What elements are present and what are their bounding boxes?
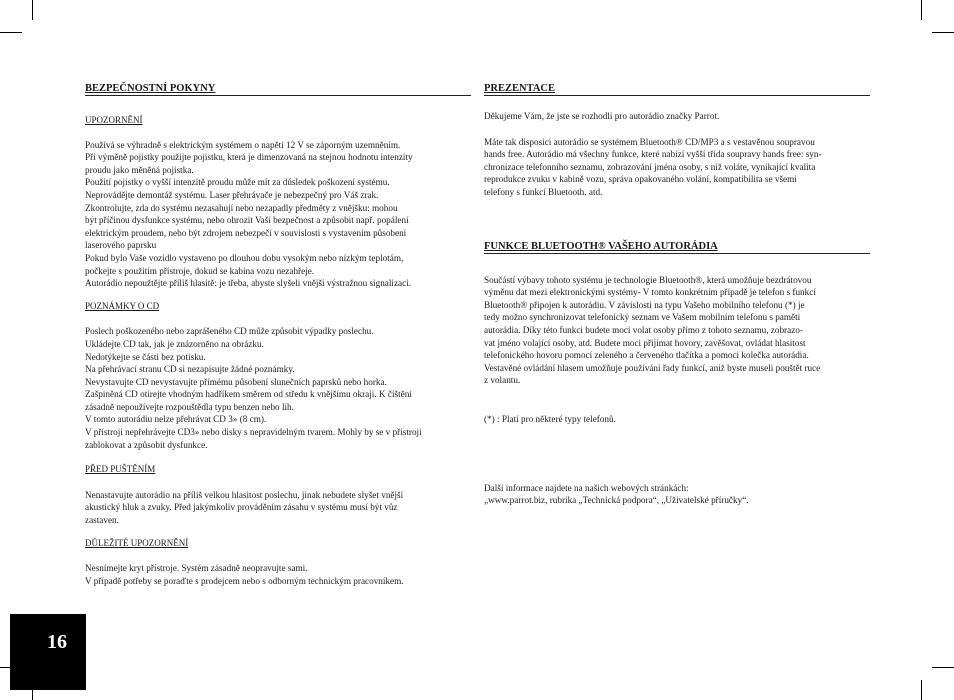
text-line: V tomto autorádiu nelze přehrávat CD 3» (8 cm).	[85, 414, 267, 425]
text-line: autorádia. Díky této funkci budete moci volat osoby přímo z tohoto seznamu, zobrazo-	[484, 324, 803, 335]
text-line: Nesnímejte kryt přístroje. Systém zásadně neopravujte sami.	[85, 563, 308, 574]
text-line: hands free. Autorádio má všechny funkce, které nabízí vyšší třída soupravy hands free: syn-	[484, 149, 822, 160]
page-number-tab	[10, 614, 86, 690]
text-line: V přístroji nepřehrávejte CD3» nebo disky s nepravidelným tvarem. Mohly by se v přístroji	[85, 427, 422, 438]
text-line: zastaven.	[85, 515, 119, 526]
text-line: Používá se výhradně s elektrickým systémem o napětí 12 V se záporným uzemněním.	[85, 139, 401, 150]
text-line: laserového paprsku	[85, 240, 157, 251]
text-line: Pokud bylo Vaše vozidlo vystaveno po dlouhou dobu vysokým nebo nízkým teplotám,	[85, 252, 404, 263]
text-line: Zašpiněná CD otírejte vhodným hadříkem směrem od středu k vnějšímu okraji. K čištění	[85, 389, 412, 400]
crop-mark	[921, 0, 922, 20]
text-line: elektrickým proudem, nebo být zdrojem nebezpečí v souvislosti s vystavením působení	[85, 227, 407, 238]
crop-mark	[0, 32, 22, 33]
text-line: V případě potřeby se poraďte s prodejcem nebo s odborným technickým pracovníkem.	[85, 575, 404, 586]
subheading-warning: UPOZORNĚNÍ	[85, 115, 143, 125]
section-title-presentation: PREZENTACE	[484, 83, 870, 96]
text-line: Součástí výbavy tohoto systému je technologie Bluetooth®, která umožňuje bezdrátovou	[484, 274, 812, 285]
paragraph-presentation	[484, 136, 870, 199]
subheading-important: DŮLEŽITÉ UPOZORNĚNÍ	[85, 537, 189, 548]
text-line: počkejte s použitím přístroje, dokud se kabina vozu nezahřeje.	[85, 265, 315, 276]
paragraph-warning	[85, 139, 471, 290]
paragraph-intro	[484, 110, 870, 123]
text-line: „www.parrot.biz, rubrika „Technická podpora“, „Uživatelské příručky“.	[484, 495, 749, 506]
text-line: Neprovádějte demontáž systému. Laser přehrávače je nebezpečný pro Váš zrak.	[85, 189, 379, 200]
footnote: (*) : Platí pro některé typy telefonů.	[484, 413, 616, 424]
text-line: Další informace najdete na našich webových stránkách:	[484, 482, 689, 493]
crop-mark	[932, 32, 954, 33]
text-line: Ukládejte CD tak, jak je znázorněno na obrázku.	[85, 338, 264, 349]
text-line: reprodukce zvuku v kabině vozu, správa opakovaného volání, kompatibilita se všemi	[484, 174, 797, 185]
paragraph-before-start	[85, 489, 471, 527]
text-line: vat jméno volající osoby, atd. Budete moci přijímat hovory, zavěšovat, ovládat hlasitost	[484, 337, 806, 348]
text-line: Máte tak disposici autorádio se systémem Bluetooth® CD/MP3 a s vestavěnou soupravou	[484, 136, 815, 147]
text-line: Použití pojistky o vyšší intenzitě proudu může mít za důsledek poškození systému.	[85, 177, 390, 188]
text-line: Nedotýkejte se části bez potisku.	[85, 351, 206, 362]
text-line: Autorádio nepoužtějte příliš hlasitě: je třeba, abyste slyšeli vnější výstražnou signalizaci.	[85, 278, 412, 289]
text-line: akustický hluk a zvuky. Před jakýmkoliv prováděním zásahu v systému musí být vůz	[85, 502, 398, 513]
crop-mark	[32, 0, 33, 20]
text-line: výměnu dat mezi elektronickými systémy- V tomto konkrétním případě je telefon s funkcí	[484, 287, 816, 298]
text-line: telefonického hovoru pomocí zeleného a červeného tlačítka a pomoci kolečka autorádia.	[484, 350, 809, 361]
text-line: Nenastavujte autorádio na příliš velkou hlasitost poslechu, jinak nebudete slyšet vnější	[85, 489, 404, 500]
subheading-before-start: PŘED PUŠTĚNÍM	[85, 464, 156, 475]
text-line: tedy možno synchronizovat telefonický seznam ve Vašem mobilním telefonu s paměti	[484, 312, 801, 323]
text-line: Bluetooth® připojen k autorádiu. V závislosti na typu Vašeho mobilního telefonu (*) je	[484, 299, 805, 310]
subheading-cd-notes: POZNÁMKY O CD	[85, 300, 160, 311]
text-line: Zkontrolujte, zda do systému nezasahují nebo nezapadly předměty z vnějšku: mohou	[85, 202, 398, 213]
text-line: telefony s funkcí Bluetooth. atd.	[484, 186, 603, 197]
paragraph-bluetooth	[484, 274, 870, 387]
text-line: Vestavěné ovládání hlasem umožňuje používání řady funkcí, aniž byste museli pouštět ruce	[484, 362, 821, 373]
text-line: chronizace telefonního seznamu, zobrazování jména osoby, s níž voláte, vynikající kvalita	[484, 161, 816, 172]
crop-mark	[921, 680, 922, 700]
text-line: Děkujeme Vám, že jste se rozhodli pro autorádio značky Parrot.	[484, 111, 720, 121]
right-column	[484, 80, 870, 507]
text-line: z volantu.	[484, 375, 521, 386]
paragraph-important	[85, 562, 471, 587]
text-line: Na přehrávací stranu CD si nezapisujte žádné poznámky.	[85, 364, 295, 375]
page-number: 16	[47, 631, 67, 653]
text-line: zablokovat a způsobit dysfunkce.	[85, 439, 208, 450]
left-column	[85, 80, 471, 587]
text-line: Při výměně pojistky použijte pojistku, která je dimenzovaná na stejnou hodnotu intenzity	[85, 152, 413, 163]
paragraph-cd-notes	[85, 325, 471, 451]
text-line: proudu jako měněná pojistka.	[85, 164, 194, 175]
crop-mark	[932, 667, 954, 668]
text-line: Poslech poškozeného nebo zaprášeného CD může způsobit výpadky poslechu.	[85, 326, 374, 337]
text-line: být příčinou dysfunkce systému, nebo ohrozit Vaši bezpečnost a způsobit např. popálení	[85, 215, 409, 226]
text-line: zásadně nepoužívejte rozpouštědla typu benzen nebo líh.	[85, 401, 294, 412]
paragraph-more-info	[484, 482, 870, 507]
section-title-bluetooth: FUNKCE BLUETOOTH® VAŠEHO AUTORÁDIA	[484, 241, 870, 254]
text-line: Nevystavujte CD nevystavujte přímému působení slunečních paprsků nebo horka.	[85, 376, 387, 387]
section-title-safety: BEZPEČNOSTNÍ POKYNY	[85, 83, 471, 96]
